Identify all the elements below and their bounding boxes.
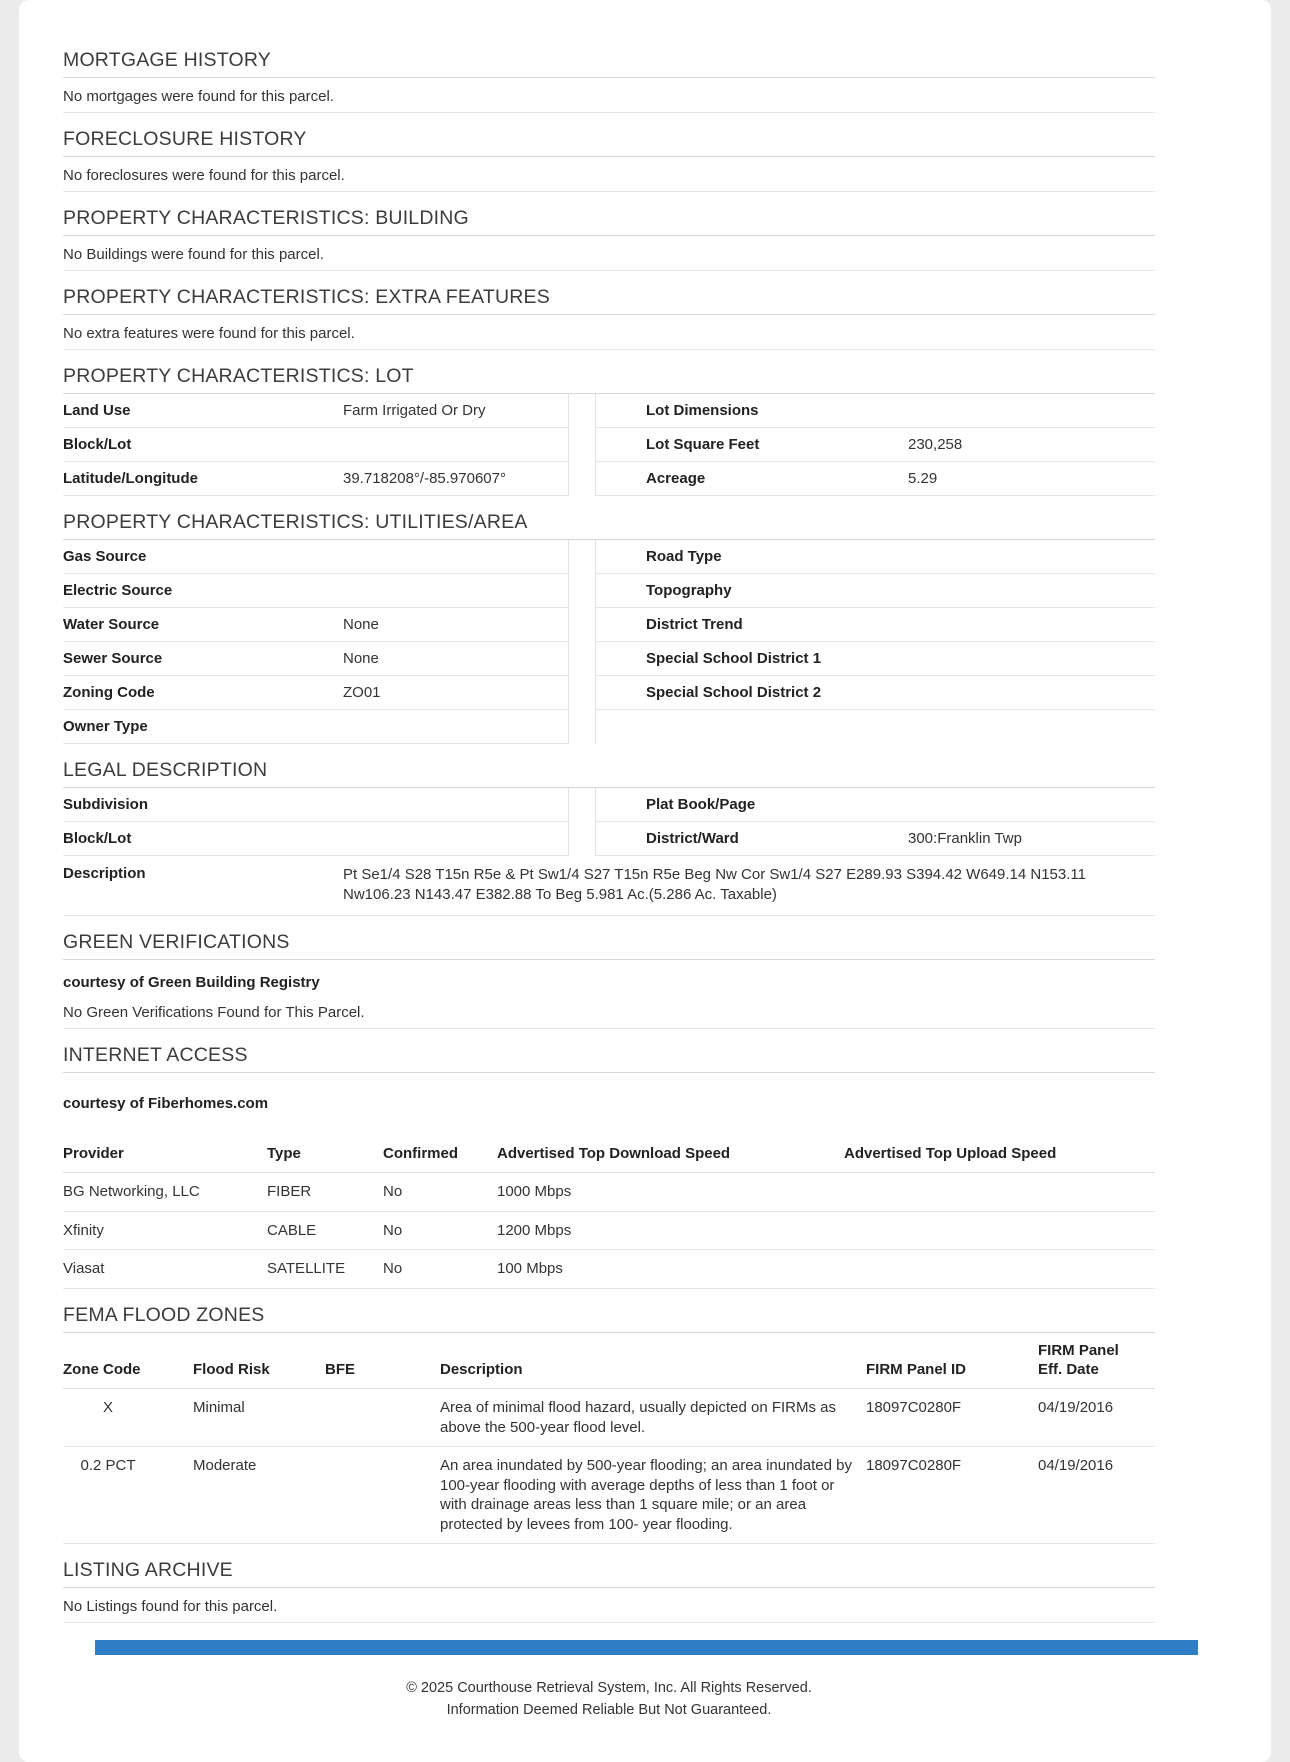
section-foreclosure-history <box>63 113 1155 192</box>
field-label: Owner Type <box>63 718 148 735</box>
lot-table <box>63 394 1155 496</box>
column-header: Provider <box>63 1136 267 1173</box>
table-row <box>63 1173 1155 1212</box>
field-value <box>343 582 568 599</box>
empty-message: No foreclosures were found for this parcel. <box>63 157 1155 192</box>
section-characteristics-lot <box>63 350 1155 496</box>
fema-flood-zones-table <box>63 1333 1155 1545</box>
internet-access-table <box>63 1136 1155 1289</box>
provider-cell: BG Networking, LLC <box>63 1173 267 1212</box>
upload-speed-cell <box>844 1211 1155 1250</box>
section-title: PROPERTY CHARACTERISTICS: BUILDING <box>63 192 1155 236</box>
section-title: FORECLOSURE HISTORY <box>63 113 1155 157</box>
field-row <box>63 574 568 608</box>
field-row <box>63 710 568 744</box>
field-value: 300:Franklin Twp <box>908 830 1022 847</box>
column-header: Zone Code <box>63 1333 193 1389</box>
table-header-row <box>63 1333 1155 1389</box>
download-speed-cell: 100 Mbps <box>497 1250 844 1289</box>
field-row <box>596 608 1155 642</box>
table-row <box>63 1447 1155 1544</box>
zone-code-cell: X <box>63 1389 193 1447</box>
field-label: Road Type <box>646 548 722 565</box>
section-title: PROPERTY CHARACTERISTICS: EXTRA FEATURES <box>63 271 1155 315</box>
confirmed-cell: No <box>383 1250 497 1289</box>
field-value: 39.718208°/-85.970607° <box>343 470 506 487</box>
courtesy-line: courtesy of Fiberhomes.com <box>63 1094 269 1112</box>
section-title: INTERNET ACCESS <box>63 1029 1155 1073</box>
section-legal-description <box>63 744 1155 916</box>
field-value <box>908 548 1155 565</box>
field-label: Lot Square Feet <box>646 436 760 453</box>
provider-cell: Xfinity <box>63 1211 267 1250</box>
section-characteristics-extra-features <box>63 271 1155 350</box>
field-row <box>596 428 1155 462</box>
download-speed-cell: 1000 Mbps <box>497 1173 844 1212</box>
section-listing-archive <box>63 1544 1155 1623</box>
section-internet-access <box>63 1029 1155 1289</box>
field-label: Land Use <box>63 402 131 419</box>
upload-speed-cell <box>844 1173 1155 1212</box>
utilities-table-right <box>595 540 1155 744</box>
field-label: Zoning Code <box>63 684 155 701</box>
field-row <box>596 822 1155 856</box>
type-cell: CABLE <box>267 1211 383 1250</box>
section-green-verifications <box>63 916 1155 1029</box>
field-label: Electric Source <box>63 582 173 599</box>
field-value: Farm Irrigated Or Dry <box>343 402 486 419</box>
flood-risk-cell: Moderate <box>193 1447 325 1544</box>
field-value <box>908 796 1155 813</box>
disclaimer-line: Information Deemed Reliable But Not Guaranteed. <box>446 1702 772 1718</box>
report-sheet <box>19 0 1271 1762</box>
legal-description-row <box>63 856 1155 916</box>
section-title: FEMA FLOOD ZONES <box>63 1289 1155 1333</box>
download-speed-cell: 1200 Mbps <box>497 1211 844 1250</box>
bottom-accent-bar <box>95 1640 1198 1655</box>
field-label: Special School District 1 <box>646 650 822 667</box>
section-title: LISTING ARCHIVE <box>63 1544 1155 1588</box>
field-row <box>596 676 1155 710</box>
confirmed-cell: No <box>383 1173 497 1212</box>
field-value <box>908 650 1155 667</box>
field-value: 5.29 <box>908 470 938 487</box>
field-row <box>596 642 1155 676</box>
section-title: PROPERTY CHARACTERISTICS: UTILITIES/AREA <box>63 496 1155 540</box>
field-row <box>63 676 568 710</box>
column-header: FIRM Panel Eff. Date <box>1038 1333 1155 1389</box>
field-value <box>908 582 1155 599</box>
field-label: Lot Dimensions <box>646 402 759 419</box>
section-mortgage-history <box>63 34 1155 113</box>
section-characteristics-building <box>63 192 1155 271</box>
copyright-footer <box>63 1678 1155 1722</box>
provider-cell: Viasat <box>63 1250 267 1289</box>
field-row <box>596 394 1155 428</box>
field-row <box>63 462 568 496</box>
description-cell: Area of minimal flood hazard, usually depicted on FIRMs as above the 500-year flood level. <box>440 1389 866 1447</box>
field-label: Special School District 2 <box>646 684 822 701</box>
empty-message: No extra features were found for this parcel. <box>63 315 1155 350</box>
field-value <box>343 830 568 847</box>
bfe-cell <box>325 1447 440 1544</box>
field-label: Block/Lot <box>63 830 132 847</box>
field-row <box>63 540 568 574</box>
field-row <box>63 608 568 642</box>
table-row <box>63 1389 1155 1447</box>
field-row <box>63 822 568 856</box>
column-header: Description <box>440 1333 866 1389</box>
zone-code-cell: 0.2 PCT <box>63 1447 193 1544</box>
field-label: District/Ward <box>646 830 739 847</box>
field-row <box>596 462 1155 496</box>
column-header: FIRM Panel ID <box>866 1333 1038 1389</box>
empty-message: No Buildings were found for this parcel. <box>63 236 1155 271</box>
empty-message: No Listings found for this parcel. <box>63 1588 1155 1623</box>
field-label: Gas Source <box>63 548 147 565</box>
table-row <box>63 1211 1155 1250</box>
field-label: Latitude/Longitude <box>63 470 198 487</box>
bfe-cell <box>325 1389 440 1447</box>
section-characteristics-utilities-area <box>63 496 1155 744</box>
lot-table-left <box>63 394 569 496</box>
field-row <box>596 574 1155 608</box>
legal-table <box>63 788 1155 856</box>
field-value: None <box>343 616 379 633</box>
section-title: LEGAL DESCRIPTION <box>63 744 1155 788</box>
flood-risk-cell: Minimal <box>193 1389 325 1447</box>
upload-speed-cell <box>844 1250 1155 1289</box>
field-row <box>596 788 1155 822</box>
field-label: District Trend <box>646 616 743 633</box>
copyright-line: © 2025 Courthouse Retrieval System, Inc. All Rights Reserved. <box>406 1680 812 1697</box>
legal-table-left <box>63 788 569 856</box>
firm-panel-id-cell: 18097C0280F <box>866 1447 1038 1544</box>
section-title: MORTGAGE HISTORY <box>63 34 1155 78</box>
field-label: Water Source <box>63 616 160 633</box>
firm-panel-eff-date-cell: 04/19/2016 <box>1038 1389 1155 1447</box>
table-row <box>63 1250 1155 1289</box>
field-value <box>343 718 568 735</box>
field-value <box>343 436 568 453</box>
column-header: Type <box>267 1136 383 1173</box>
table-header-row <box>63 1136 1155 1173</box>
column-header: Flood Risk <box>193 1333 325 1389</box>
field-label: Topography <box>646 582 732 599</box>
field-row <box>63 642 568 676</box>
type-cell: FIBER <box>267 1173 383 1212</box>
section-title: GREEN VERIFICATIONS <box>63 916 1155 960</box>
field-row <box>63 394 568 428</box>
field-row <box>63 428 568 462</box>
field-row <box>596 540 1155 574</box>
field-value <box>908 684 1155 701</box>
empty-message: No Green Verifications Found for This Parcel. <box>63 994 1155 1029</box>
field-value: 230,258 <box>908 436 963 453</box>
field-value <box>908 402 1155 419</box>
field-label: Block/Lot <box>63 436 132 453</box>
confirmed-cell: No <box>383 1211 497 1250</box>
field-label: Sewer Source <box>63 650 163 667</box>
field-value <box>343 548 568 565</box>
field-value <box>908 616 1155 633</box>
lot-table-right <box>595 394 1155 496</box>
description-cell: An area inundated by 500-year flooding; an area inundated by 100-year flooding with average depths of less than 1 foot or with drainage areas less than 1 square mile; or an area protected by levees from 100- year flooding. <box>440 1447 866 1544</box>
field-value <box>343 796 568 813</box>
column-header: Advertised Top Upload Speed <box>844 1136 1155 1173</box>
column-header: BFE <box>325 1333 440 1389</box>
section-title: PROPERTY CHARACTERISTICS: LOT <box>63 350 1155 394</box>
firm-panel-eff-date-cell: 04/19/2016 <box>1038 1447 1155 1544</box>
utilities-table-left <box>63 540 569 744</box>
column-header: Advertised Top Download Speed <box>497 1136 844 1173</box>
empty-message: No mortgages were found for this parcel. <box>63 78 1155 113</box>
courtesy-line: courtesy of Green Building Registry <box>63 973 320 991</box>
field-value: None <box>343 650 379 667</box>
firm-panel-id-cell: 18097C0280F <box>866 1389 1038 1447</box>
field-row <box>63 788 568 822</box>
section-fema-flood-zones <box>63 1289 1155 1545</box>
field-value: ZO01 <box>343 684 381 701</box>
legal-description-text: Pt Se1/4 S28 T15n R5e & Pt Sw1/4 S27 T15n R5e Beg Nw Cor Sw1/4 S27 E289.93 S394.42 W649.14 N153.11 Nw106.23 N143.47 E382.88 To Beg 5.981 Ac.(5.286 Ac. Taxable) <box>343 866 1086 904</box>
type-cell: SATELLITE <box>267 1250 383 1289</box>
column-header: Confirmed <box>383 1136 497 1173</box>
legal-table-right <box>595 788 1155 856</box>
field-label: Subdivision <box>63 796 149 813</box>
field-label: Plat Book/Page <box>646 796 756 813</box>
field-label: Description <box>63 865 146 882</box>
field-label: Acreage <box>646 470 706 487</box>
utilities-table <box>63 540 1155 744</box>
